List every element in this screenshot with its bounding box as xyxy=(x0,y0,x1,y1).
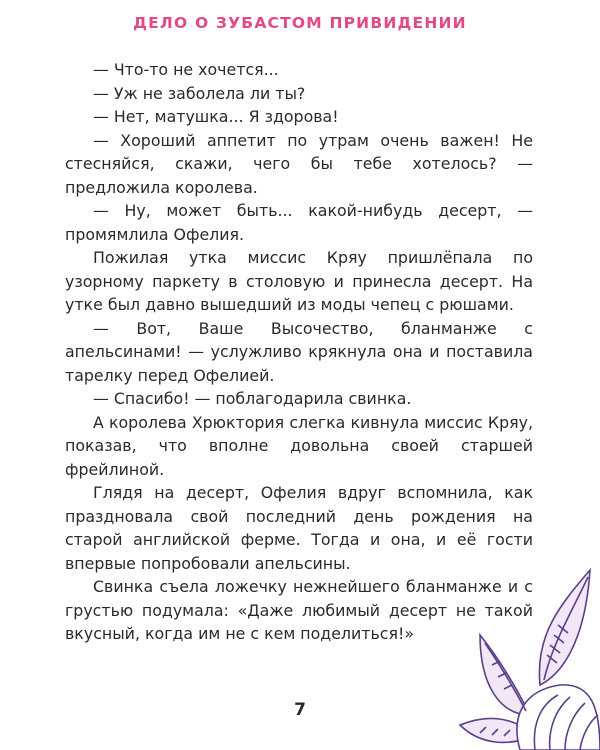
page-text xyxy=(65,58,533,646)
paragraph: — Спасибо! — поблагодарила свинка. xyxy=(93,389,412,408)
paragraph: — Хороший аппетит по утрам очень важен! Не стесняйся, скажи, чего бы тебе хотелось? — предложила королева. xyxy=(65,130,533,197)
paragraph: — Уж не заболела ли ты? xyxy=(93,83,306,103)
page-number: 7 xyxy=(294,700,306,720)
running-header: ДЕЛО О ЗУБАСТОМ ПРИВИДЕНИИ xyxy=(133,14,467,32)
paragraph: А королева Хрюктория слегка кивнула миссис Кряу, показав, что вполне довольна своей старшей фрейлиной. xyxy=(65,412,533,479)
paragraph: — Вот, Ваше Высочество, бланманже с апельсинами! — услужливо крякнула она и поставила тарелку перед Офелией. xyxy=(65,318,533,385)
paragraph: Глядя на десерт, Офелия вдруг вспомнила, как праздновала свой последний день рождения на старой английской ферме. Тогда и она, и её гости впервые попробовали апельсины. xyxy=(65,483,533,573)
paragraph: — Нет, матушка... Я здорова! xyxy=(93,107,339,126)
paragraph: — Ну, может быть... какой-нибудь десерт, — промямлила Офелия. xyxy=(65,201,533,244)
paragraph: Свинка съела ложечку нежнейшего бланманже и с грустью подумала: «Даже любимый десерт не такой вкусный, когда им не с кем поделиться!» xyxy=(65,577,533,643)
paragraph: Пожилая утка миссис Кряу пришлёпала по узорному паркету в столовую и принесла десерт. На утке был давно вышедший из моды чепец с рюшами. xyxy=(65,248,533,314)
paragraph: — Что-то не хочется... xyxy=(93,60,279,79)
flower-illustration-icon xyxy=(440,565,600,750)
